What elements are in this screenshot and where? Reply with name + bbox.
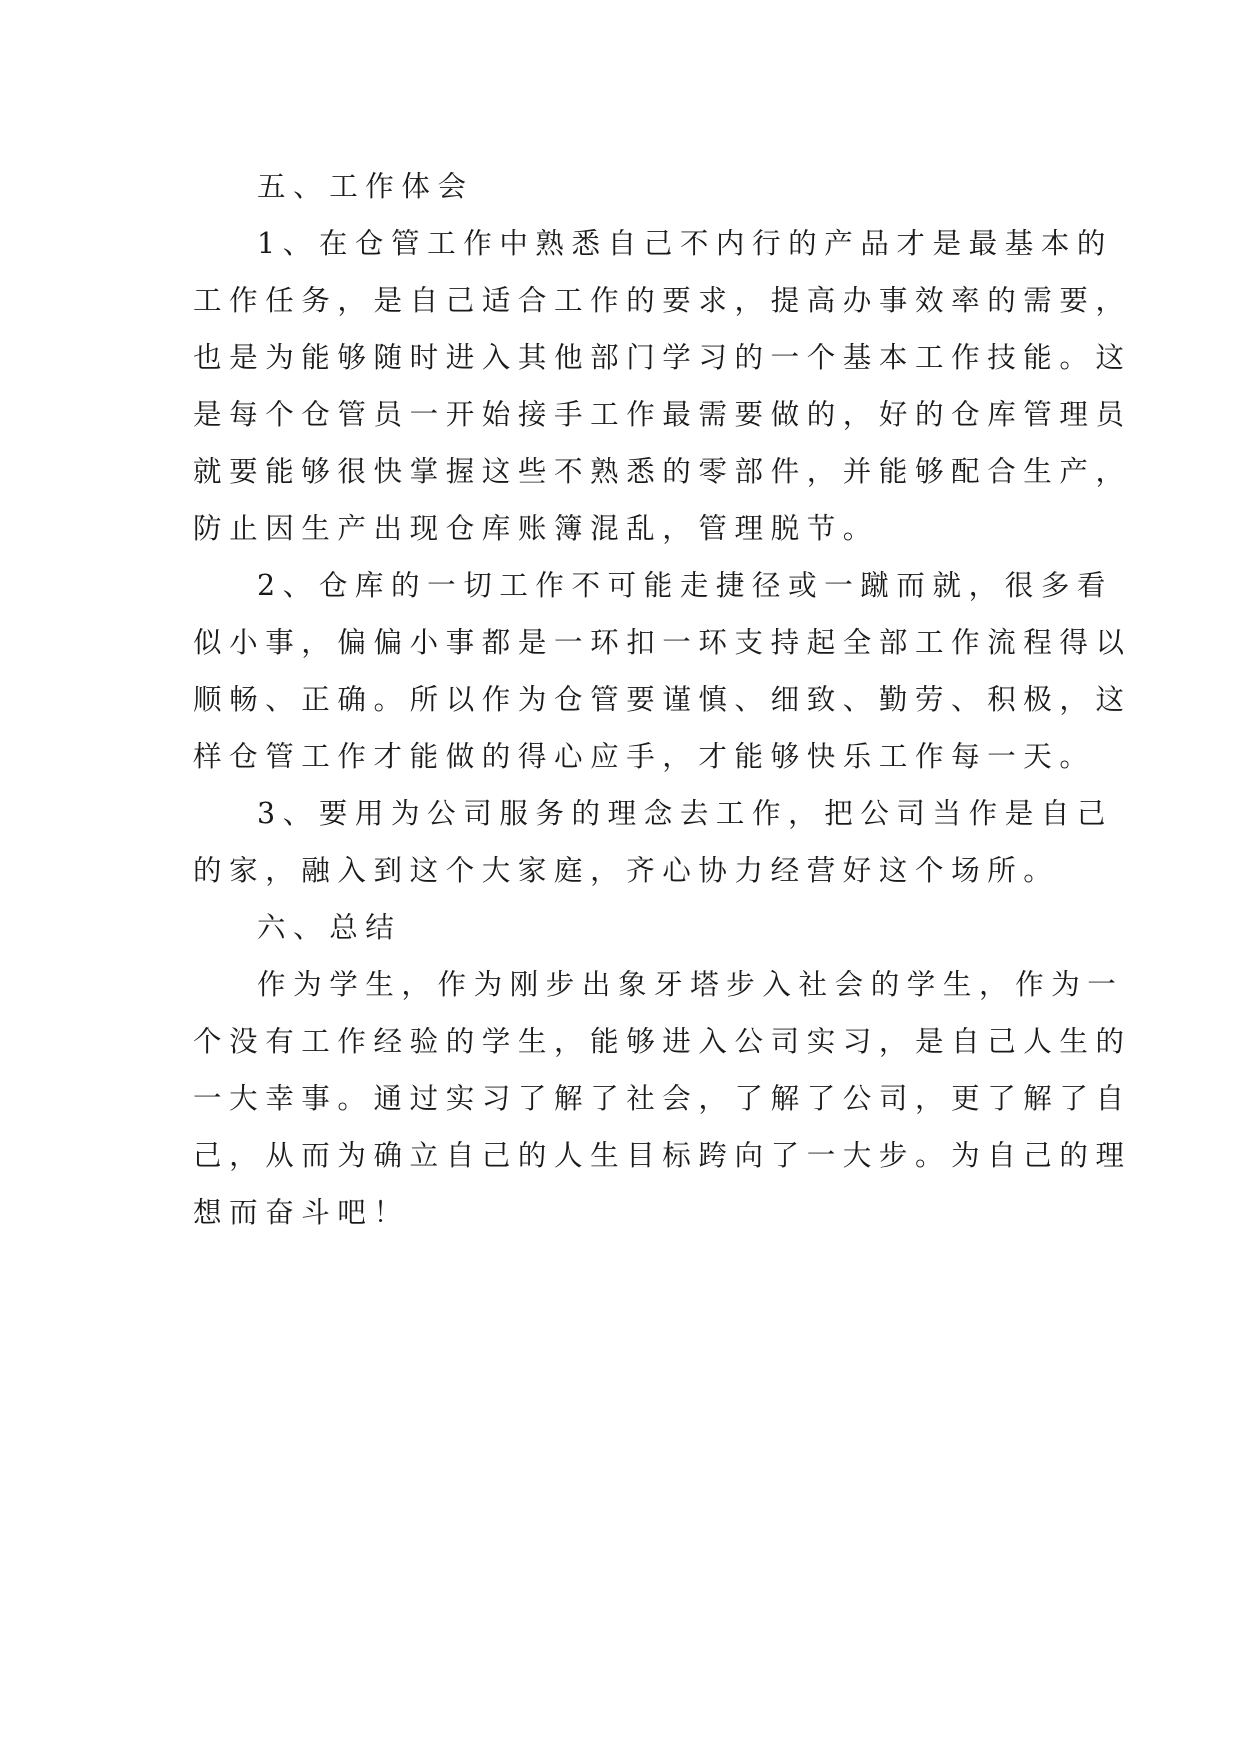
paragraph-item-3: [193, 785, 1114, 899]
paragraph-line: 作为学生，作为刚步出象牙塔步入社会的学生，作为一: [257, 968, 1124, 1001]
paragraph-line: 3、要用为公司服务的理念去工作，把公司当作是自己: [257, 797, 1114, 830]
paragraph-line: 似小事，偏偏小事都是一环扣一环支持起全部工作流程得以: [193, 626, 1132, 659]
paragraph-line: 工作任务，是自己适合工作的要求，提高办事效率的需要，: [193, 284, 1132, 317]
paragraph-line: 个没有工作经验的学生，能够进入公司实习，是自己人生的: [193, 1025, 1132, 1058]
paragraph-line: 样仓管工作才能做的得心应手，才能够快乐工作每一天。: [193, 740, 1096, 773]
section-heading-work-experience: [193, 158, 1063, 215]
paragraph-item-2: [193, 557, 1132, 785]
paragraph-line: 1、在仓管工作中熟悉自己不内行的产品才是最基本的: [257, 227, 1114, 260]
paragraph-line: 是每个仓管员一开始接手工作最需要做的，好的仓库管理员: [193, 398, 1132, 431]
paragraph-line: 的家，融入到这个大家庭，齐心协力经营好这个场所。: [193, 854, 1060, 887]
paragraph-line: 也是为能够随时进入其他部门学习的一个基本工作技能。这: [193, 341, 1132, 374]
paragraph-line: 防止因生产出现仓库账簿混乱，管理脱节。: [193, 512, 879, 545]
heading-text: 六、总结: [257, 911, 402, 944]
heading-text: 五、工作体会: [257, 170, 474, 203]
paragraph-line: 顺畅、正确。所以作为仓管要谨慎、细致、勤劳、积极，这: [193, 683, 1132, 716]
paragraph-line: 想而奋斗吧！: [193, 1196, 410, 1229]
paragraph-line: 就要能够很快掌握这些不熟悉的零部件，并能够配合生产，: [193, 455, 1132, 488]
paragraph-line: 一大幸事。通过实习了解了社会，了解了公司，更了解了自: [193, 1082, 1132, 1115]
section-heading-summary: [193, 899, 1063, 956]
paragraph-line: 2、仓库的一切工作不可能走捷径或一蹴而就，很多看: [257, 569, 1114, 602]
paragraph-item-1: [193, 215, 1132, 557]
paragraph-summary: [193, 956, 1132, 1241]
paragraph-line: 己，从而为确立自己的人生目标跨向了一大步。为自己的理: [193, 1139, 1132, 1172]
document-body: [193, 158, 1132, 1241]
